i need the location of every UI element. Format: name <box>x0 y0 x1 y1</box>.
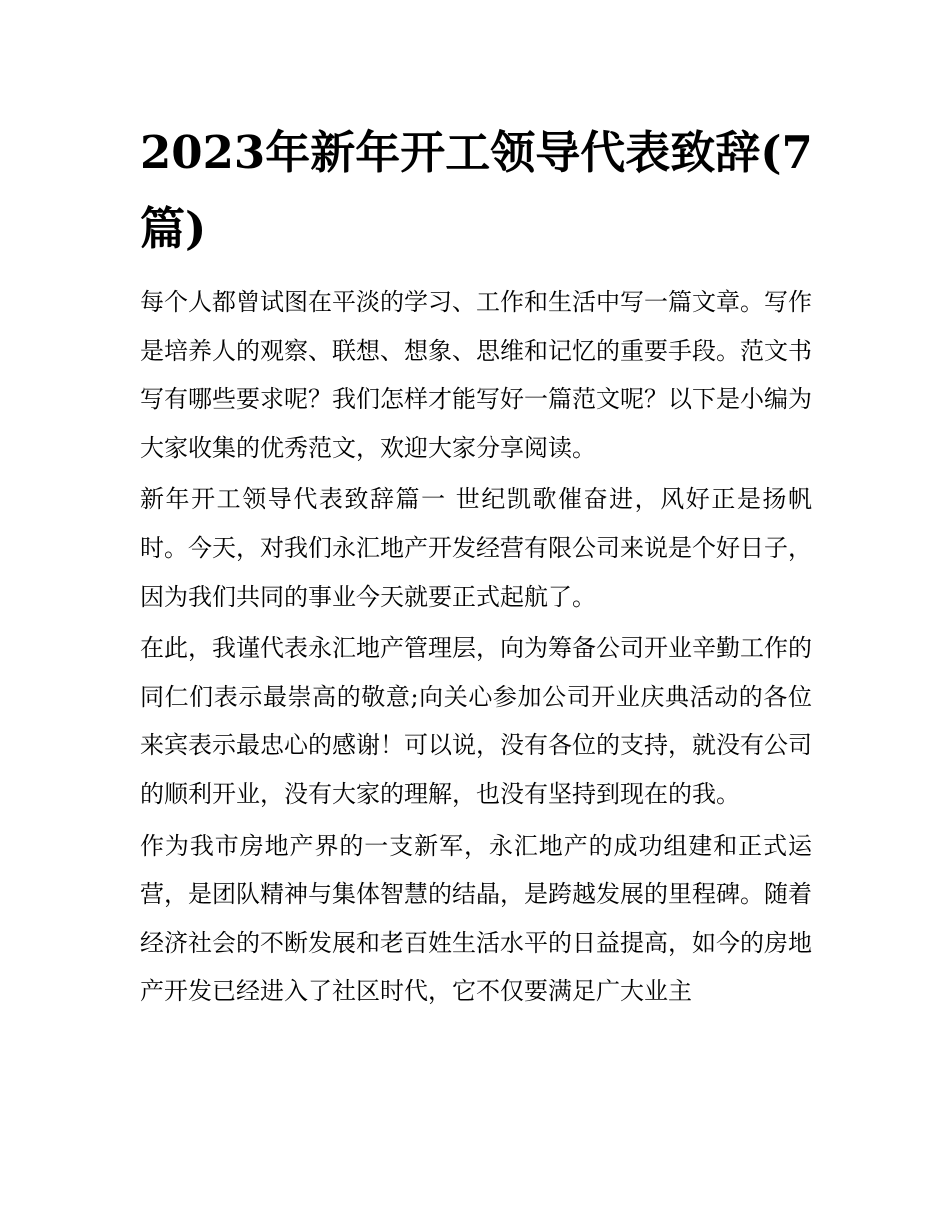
paragraph-speech-one: 新年开工领导代表致辞篇一 世纪凯歌催奋进，风好正是扬帆时。今天，对我们永汇地产开发经营有限公司来说是个好日子，因为我们共同的事业今天就要正式起航了。 <box>140 485 812 611</box>
paragraph-gratitude: 在此，我谨代表永汇地产管理层，向为筹备公司开业辛勤工作的同仁们表示最崇高的敬意;向关心参加公司开业庆典活动的各位来宾表示最忠心的感谢！可以说，没有各位的支持，就没有公司的顺利开业，没有大家的理解，也没有坚持到现在的我。 <box>140 634 812 808</box>
document-body <box>140 278 812 1019</box>
paragraph-company-intro: 作为我市房地产界的一支新军，永汇地产的成功组建和正式运营，是团队精神与集体智慧的结晶，是跨越发展的里程碑。随着经济社会的不断发展和老百姓生活水平的日益提高，如今的房地产开发已经进入了社区时代，它不仅要满足广大业主 <box>140 831 812 1006</box>
paragraph-intro: 每个人都曾试图在平淡的学习、工作和生活中写一篇文章。写作是培养人的观察、联想、想象、思维和记忆的重要手段。范文书写有哪些要求呢？我们怎样才能写好一篇范文呢？以下是小编为大家收集的优秀范文，欢迎大家分享阅读。 <box>140 288 812 462</box>
document-title: 2023年新年开工领导代表致辞(7篇) <box>140 126 813 255</box>
